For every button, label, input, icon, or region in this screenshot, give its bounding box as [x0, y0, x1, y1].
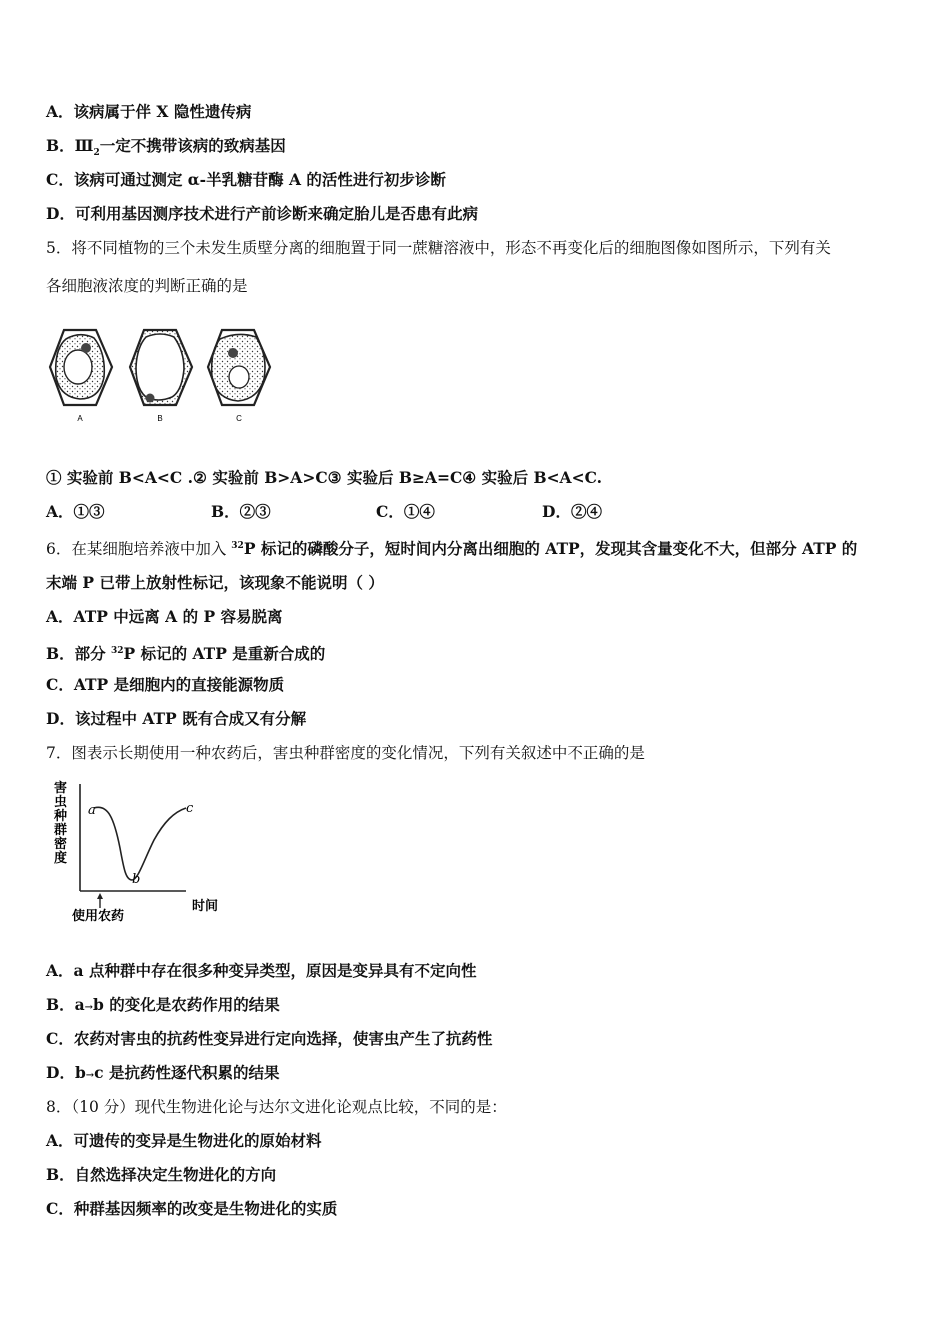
q7-option-a: A．a 点种群中存在很多种变异类型，原因是变异具有不定向性	[46, 961, 477, 980]
q4-option-b	[46, 136, 286, 163]
q5-option-c: C．①④	[376, 502, 435, 521]
q7-option-b-part2: b 的变化是农药作用的结果	[93, 995, 280, 1014]
q7-option-d	[46, 1063, 280, 1086]
q6-option-b-part2: P 标记的 ATP 是重新合成的	[123, 644, 326, 663]
q7-chart-point-c: c	[186, 801, 194, 816]
q7-chart-arrow-label: 使用农药	[72, 909, 125, 924]
q7-chart-point-a: a	[88, 803, 96, 818]
q5-option-b: B．②③	[211, 502, 271, 521]
q7-chart-xlabel: 时间	[192, 899, 219, 914]
q5-cell-figure	[46, 325, 276, 425]
q7-option-b-arrow: →	[84, 1002, 94, 1013]
q5-stem-line2: 各细胞液浓度的判断正确的是	[46, 277, 248, 295]
q4-option-b-rest: 一定不携带该病的致病基因	[99, 136, 286, 155]
q6-stem-part2: P 标记的磷酸分子，短时间内分离出细胞的 ATP，发现其含量变化不大，但部分 ATP 的	[243, 539, 858, 558]
q5-fig-label-c: C	[236, 414, 242, 423]
q7-stem: 7．图表示长期使用一种农药后，害虫种群密度的变化情况，下列有关叙述中不正确的是	[46, 744, 645, 762]
q6-option-b-sup: 32	[111, 646, 124, 656]
q6-stem-part1: 6．在某细胞培养液中加入	[46, 540, 232, 558]
q4-option-a: A．该病属于伴 X 隐性遗传病	[46, 102, 252, 121]
q4-option-b-sub: 2	[93, 148, 100, 159]
q7-option-d-arrow: →	[85, 1070, 95, 1081]
q4-option-b-prefix: B．Ⅲ	[46, 136, 94, 155]
q4-option-d: D．可利用基因测序技术进行产前诊断来确定胎儿是否患有此病	[46, 204, 478, 223]
q7-option-d-part2: c 是抗药性逐代积累的结果	[94, 1063, 280, 1082]
q7-chart	[46, 778, 236, 928]
q4-option-c: C．该病可通过测定 α-半乳糖苷酶 A 的活性进行初步诊断	[46, 170, 446, 189]
q5-fig-label-b: B	[157, 414, 163, 423]
q7-option-c: C．农药对害虫的抗药性变异进行定向选择，使害虫产生了抗药性	[46, 1029, 493, 1048]
q7-chart-point-b: b	[132, 872, 141, 887]
q6-stem-line2: 末端 P 已带上放射性标记，该现象不能说明（ ）	[46, 573, 384, 592]
q8-option-c: C．种群基因频率的改变是生物进化的实质	[46, 1199, 338, 1218]
q6-option-b-part1: B．部分	[46, 644, 111, 663]
q7-chart-ylabel: 害 虫 种 群 密 度	[54, 781, 68, 866]
q5-cell-c	[208, 330, 270, 405]
q6-stem-line1	[46, 536, 857, 559]
q5-option-d: D．②④	[542, 502, 602, 521]
q7-option-b-part1: B．a	[46, 995, 85, 1014]
q6-option-c: C．ATP 是细胞内的直接能源物质	[46, 675, 285, 694]
q6-option-a: A．ATP 中远离 A 的 P 容易脱离	[46, 607, 283, 626]
q7-chart-curve	[94, 807, 186, 880]
q8-option-a: A．可遗传的变异是生物进化的原始材料	[46, 1131, 322, 1150]
q6-stem-sup: 32	[231, 541, 244, 551]
q6-option-b	[46, 641, 325, 664]
q5-fig-label-a: A	[77, 414, 83, 423]
q7-chart-arrow-head	[97, 893, 103, 899]
q6-option-d: D．该过程中 ATP 既有合成又有分解	[46, 709, 307, 728]
q5-stem-line1: 5．将不同植物的三个未发生质壁分离的细胞置于同一蔗糖溶液中，形态不再变化后的细胞图像如图所示，下列有关	[46, 239, 831, 257]
q5-statements: ① 实验前 B<A<C .② 实验前 B>A>C③ 实验后 B≥A=C④ 实验后 B<A<C.	[46, 468, 603, 487]
q5-cell-a	[50, 330, 112, 405]
q5-option-a: A．①③	[46, 502, 105, 521]
q7-option-d-part1: D．b	[46, 1063, 86, 1082]
q5-cell-b	[130, 330, 192, 405]
q8-option-b: B．自然选择决定生物进化的方向	[46, 1165, 277, 1184]
q7-option-b	[46, 995, 280, 1018]
q8-stem: 8．（10 分）现代生物进化论与达尔文进化论观点比较，不同的是：	[46, 1098, 507, 1116]
